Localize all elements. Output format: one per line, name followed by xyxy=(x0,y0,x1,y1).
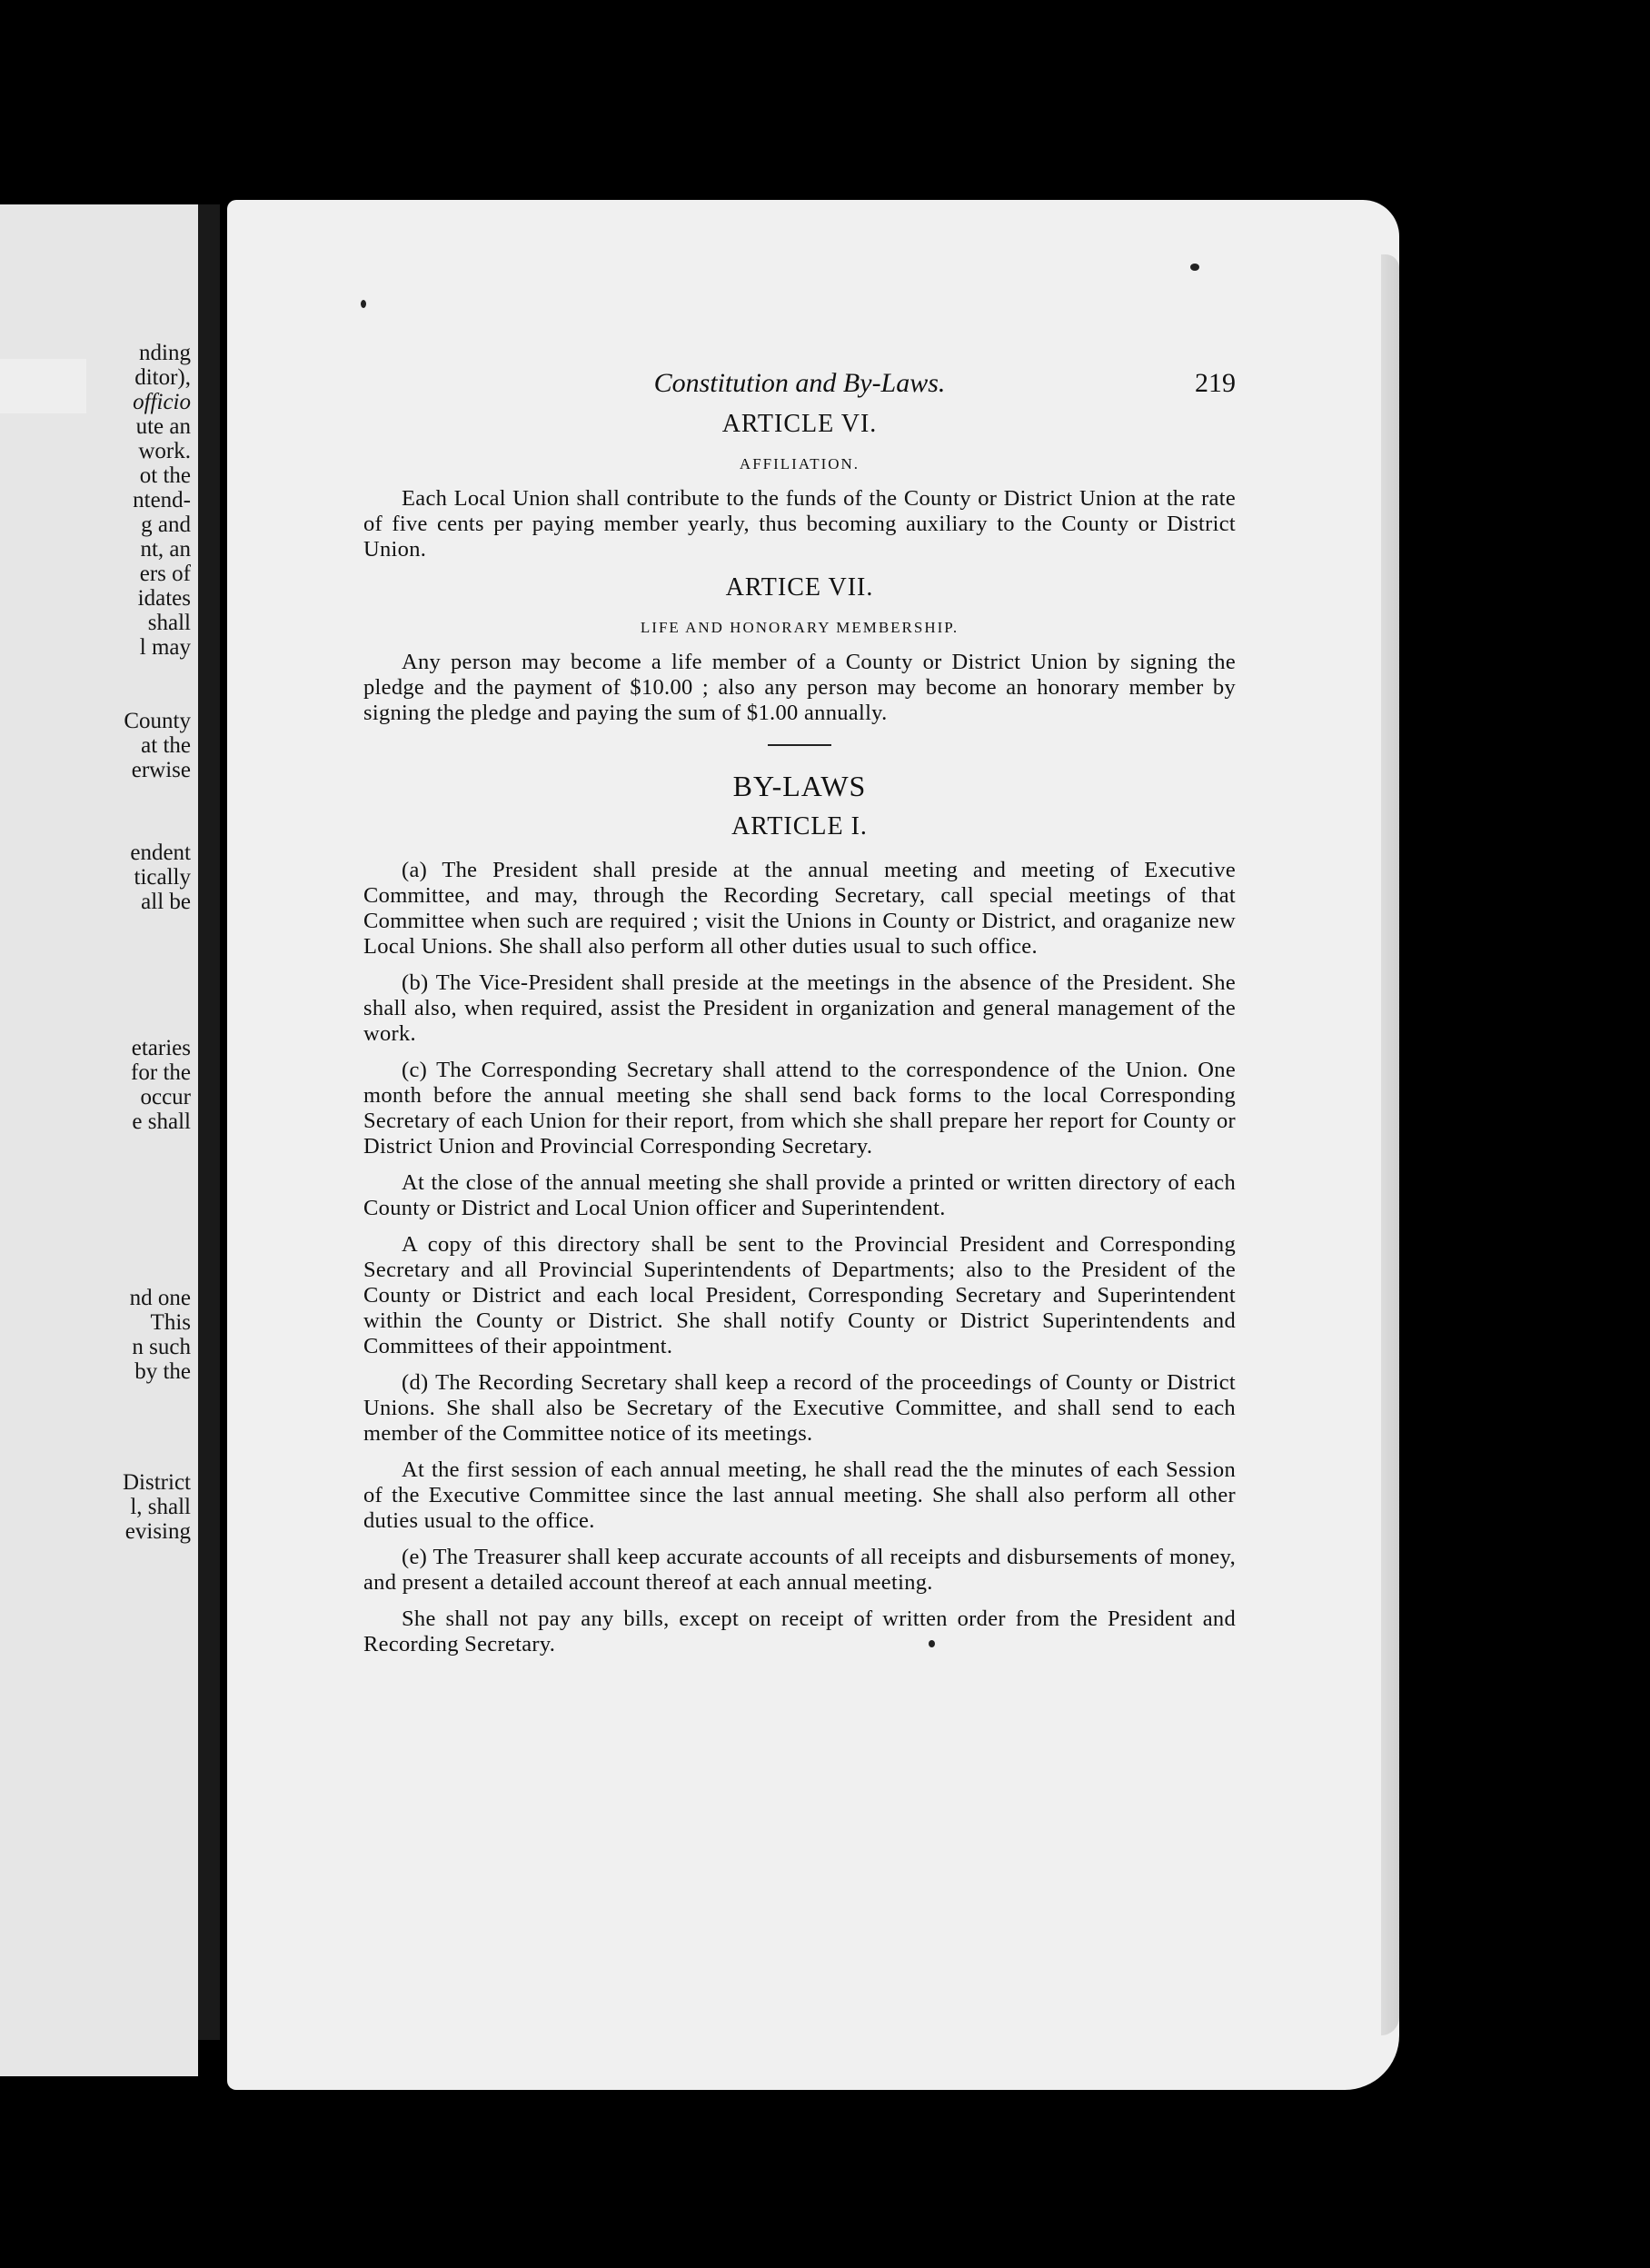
page-edge xyxy=(1381,254,1399,2035)
bylaws-paragraph: She shall not pay any bills, except on receipt of written order from the President and Recording Secretary. xyxy=(363,1606,1236,1656)
left-page-line: nding xyxy=(139,341,191,365)
page-text-block xyxy=(363,368,1236,1668)
right-page xyxy=(227,200,1399,2090)
left-page-line: occur xyxy=(140,1085,191,1109)
left-page-line: l, shall xyxy=(130,1495,191,1519)
bylaws-paragraph: (a) The President shall preside at the annual meeting and meeting of Executive Committee, and may, through the Recording Secretary, call special meetings of that Committee when such are required ; visit the Unions in County or District, and oraganize new Local Unions. She shall also perform all other duties usual to such office. xyxy=(363,858,1236,959)
left-page-line: n such xyxy=(132,1335,191,1359)
article-vii-heading: ARTICE VII. xyxy=(725,573,874,602)
left-page-line: g and xyxy=(141,512,191,537)
left-page-line: at the xyxy=(141,733,191,758)
left-page-line: by the xyxy=(134,1359,191,1384)
bylaws-paragraph: At the close of the annual meeting she shall provide a printed or written directory of each County or District and Local Union officer and Superintendent. xyxy=(363,1170,1236,1220)
left-page-line: for the xyxy=(131,1060,191,1085)
left-page-line: l may xyxy=(139,635,191,660)
article-vi-heading: ARTICLE VI. xyxy=(721,410,878,438)
left-page-line: ntend- xyxy=(133,488,191,512)
left-page-line: all be xyxy=(141,890,191,914)
left-page-line: shall xyxy=(147,611,191,635)
ink-speck xyxy=(1190,264,1199,271)
article-vi-subheading: AFFILIATION. xyxy=(739,455,860,472)
left-page-line: etaries xyxy=(131,1036,191,1060)
left-page-line: ot the xyxy=(139,463,191,488)
left-page-line: erwise xyxy=(131,758,191,782)
section-divider xyxy=(768,744,831,746)
bylaws-paragraph: (e) The Treasurer shall keep accurate accounts of all receipts and disbursements of money, and present a detailed account thereof at each annual meeting. xyxy=(363,1545,1236,1595)
left-page-line: nt, an xyxy=(140,537,191,562)
running-head xyxy=(363,368,1236,404)
left-page-line: officio xyxy=(133,390,191,414)
left-page-line: ers of xyxy=(139,562,191,586)
left-page-line: ditor), xyxy=(134,365,191,390)
left-page-line: endent xyxy=(130,841,191,865)
left-page-line: ute an xyxy=(135,414,191,439)
left-page-line: District xyxy=(123,1470,191,1495)
page-number: 219 xyxy=(1195,368,1236,398)
article-vii xyxy=(363,573,1236,726)
ink-speck xyxy=(361,300,366,308)
bylaws-paragraph: At the first session of each annual meeting, he shall read the the minutes of each Session of the Executive Committee since the last annual meeting. She shall also perform all other duties usual to the office. xyxy=(363,1457,1236,1533)
left-page-line: idates xyxy=(137,586,191,611)
left-page-fragment xyxy=(0,204,198,2076)
left-page-line: tically xyxy=(134,865,191,890)
left-page-line: This xyxy=(150,1310,191,1335)
left-page-line: evising xyxy=(124,1519,191,1544)
bylaws-paragraph: A copy of this directory shall be sent to the Provincial President and Corresponding Secretary and all Provincial Superintendents of Departments; also to the President of the County or District and each local President, Corresponding Secretary and Superintendent within the County or District. She shall notify County or District Superintendents and Committees of their appointment. xyxy=(363,1232,1236,1358)
bylaws-paragraph: (c) The Corresponding Secretary shall attend to the correspondence of the Union. One month before the annual meeting she shall send back forms to the local Corresponding Secretary of each Union for their report, from which she shall prepare her report for County or District Union and Provincial Corresponding Secretary. xyxy=(363,1058,1236,1159)
bylaws-article-heading: ARTICLE I. xyxy=(731,812,868,841)
bylaws-paragraph: (d) The Recording Secretary shall keep a record of the proceedings of County or District Unions. She shall also be Secretary of the Executive Committee, and shall send to each member of the Committee notice of its meetings. xyxy=(363,1370,1236,1446)
bylaws-paragraph: (b) The Vice-President shall preside at the meetings in the absence of the President. She shall also, when required, assist the President in organization and general management of the work. xyxy=(363,970,1236,1046)
left-page-line: work. xyxy=(138,439,191,463)
book-spine xyxy=(198,204,220,2040)
article-vii-subheading: LIFE AND HONORARY MEMBERSHIP. xyxy=(640,619,959,636)
article-vi-text: Each Local Union shall contribute to the funds of the County or District Union at the rate of five cents per paying member yearly, thus becoming auxiliary to the County or District Union. xyxy=(363,486,1236,562)
left-page-line: County xyxy=(124,709,191,733)
article-vi xyxy=(363,410,1236,562)
article-vii-text: Any person may become a life member of a County or District Union by signing the pledge and the payment of $10.00 ; also any person may become an honorary member by signing the pledge and paying the sum of $1.00 annually. xyxy=(363,650,1236,725)
bylaws xyxy=(363,770,1236,1657)
left-page-line: nd one xyxy=(129,1286,191,1310)
running-head-title: Constitution and By-Laws. xyxy=(653,368,946,398)
left-page-line: e shall xyxy=(132,1109,191,1134)
bylaws-heading: BY-LAWS xyxy=(732,770,867,802)
